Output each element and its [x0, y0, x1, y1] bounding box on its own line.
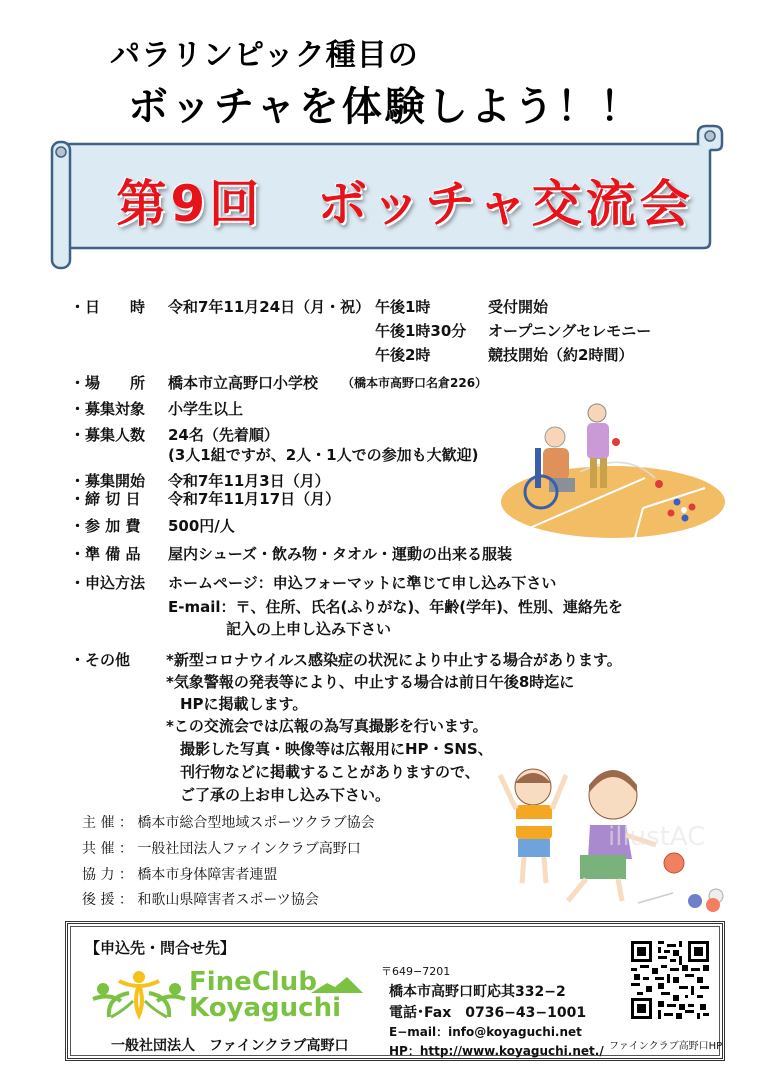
- apply-email-note: 記入の上申し込み下さい: [226, 620, 392, 638]
- schedule-time: 午後2時: [375, 346, 431, 364]
- boccia-players-illustration: [495, 390, 725, 540]
- headline-subtitle: パラリンピック種目の: [110, 38, 419, 73]
- organizer-role: 後 援: [82, 892, 115, 908]
- fee-label: ・参 加 費: [70, 517, 141, 535]
- contact-postal: 〒649−7201: [381, 965, 451, 978]
- organizer-name: 橋本市総合型地域スポーツクラブ協会: [137, 815, 375, 831]
- other-line-6: 刊行物などに掲載することがありますので、: [180, 763, 480, 781]
- apply-label: ・申込方法: [70, 574, 146, 592]
- other-line-1: *新型コロナウイルス感染症の状況により中止する場合があります。: [166, 651, 622, 669]
- children-playing-icon: [488, 755, 726, 915]
- children-boccia-illustration: [488, 755, 726, 915]
- mountain-icon: [311, 977, 363, 993]
- qr-code-icon: [631, 941, 709, 1019]
- organizer-support: 後 援 ： 和歌山県障害者スポーツ協会: [82, 892, 319, 908]
- event-title: 第9回 ボッチャ交流会: [116, 175, 694, 233]
- boccia-court-icon: [495, 390, 725, 540]
- fineclub-logo-icon: [89, 967, 189, 1025]
- deadline-value: 令和7年11月17日（月）: [168, 490, 341, 508]
- organizer-name: 橋本市身体障害者連盟: [137, 867, 278, 883]
- watermark: illustAC: [608, 822, 706, 852]
- contact-address: 橋本市高野口町応其332−2: [389, 984, 566, 1000]
- target-label: ・募集対象: [70, 400, 146, 418]
- organizer-name: 一般社団法人ファインクラブ高野口: [137, 841, 361, 857]
- contact-email[interactable]: E−mail：info@koyaguchi.net: [389, 1025, 582, 1039]
- schedule-event: 競技開始（約2時間）: [488, 346, 634, 364]
- datetime-label: ・日 時: [70, 298, 146, 316]
- contact-hp-link[interactable]: HP：http://www.koyaguchi.net./: [389, 1044, 604, 1058]
- items-value: 屋内シューズ・飲み物・タオル・運動の出来る服装: [168, 545, 512, 563]
- other-line-3: HPに掲載します。: [180, 695, 308, 713]
- venue-value: 橋本市立高野口小学校: [168, 374, 319, 392]
- fineclub-logo: [89, 967, 359, 1025]
- capacity-note: (3人1組ですが、2人・1人での参加も大歓迎): [168, 446, 479, 464]
- other-line-2: *気象警報の発表等により、中止する場合は前日午後8時迄に: [166, 673, 575, 691]
- contact-phone: 電話･Fax 0736−43−1001: [389, 1005, 587, 1021]
- logo-line-2: Koyaguchi: [189, 993, 342, 1023]
- venue-label: ・場 所: [70, 374, 146, 392]
- items-label: ・準 備 品: [70, 545, 141, 563]
- contact-org-name: 一般社団法人 ファインクラブ高野口: [111, 1038, 349, 1054]
- title-banner: [50, 124, 726, 270]
- capacity-label: ・募集人数: [70, 426, 146, 444]
- qr-caption: ファインクラブ高野口HP: [609, 1041, 723, 1052]
- schedule-event: 受付開始: [488, 298, 549, 316]
- datetime-date: 令和7年11月24日（月・祝）: [168, 298, 371, 316]
- start-label: ・募集開始: [70, 472, 146, 490]
- schedule-event: オープニングセレモニー: [488, 322, 652, 340]
- headline-title: ボッチャを体験しよう！！: [128, 84, 643, 130]
- logo-line-1: FineClub: [189, 967, 317, 997]
- capacity-value: 24名（先着順）: [168, 426, 279, 444]
- deadline-label: ・締 切 日: [70, 490, 141, 508]
- venue-address: （橋本市高野口名倉226）: [342, 376, 488, 390]
- organizer-name: 和歌山県障害者スポーツ協会: [137, 892, 319, 908]
- schedule-time: 午後1時: [375, 298, 431, 316]
- target-value: 小学生以上: [168, 400, 244, 418]
- organizer-role: 主 催: [82, 815, 115, 831]
- organizer-host: 主 催 ： 橋本市総合型地域スポーツクラブ協会: [82, 815, 375, 831]
- organizer-cooperation: 協 力 ： 橋本市身体障害者連盟: [82, 867, 278, 883]
- apply-homepage: ホームページ：申込フォーマットに準じて申し込み下さい: [168, 574, 557, 592]
- start-value: 令和7年11月3日（月）: [168, 472, 330, 490]
- other-line-5: 撮影した写真・映像等は広報用にHP・SNS、: [180, 740, 493, 758]
- organizer-role: 共 催: [82, 841, 115, 857]
- organizer-cohost: 共 催 ： 一般社団法人ファインクラブ高野口: [82, 841, 361, 857]
- schedule-time: 午後1時30分: [375, 322, 467, 340]
- other-line-4: *この交流会では広報の為写真撮影を行います。: [166, 717, 488, 735]
- organizer-role: 協 力: [82, 867, 115, 883]
- qr-code[interactable]: [631, 941, 709, 1019]
- contact-title: 【申込先・問合せ先】: [85, 939, 236, 957]
- contact-box: [65, 921, 725, 1061]
- apply-email: E-mail：〒、住所、氏名(ふりがな)、年齢(学年)、性別、連絡先を: [168, 598, 623, 616]
- fee-value: 500円/人: [168, 517, 235, 535]
- other-line-7: ご了承の上お申し込み下さい。: [180, 786, 391, 804]
- other-label: ・その他: [70, 651, 131, 669]
